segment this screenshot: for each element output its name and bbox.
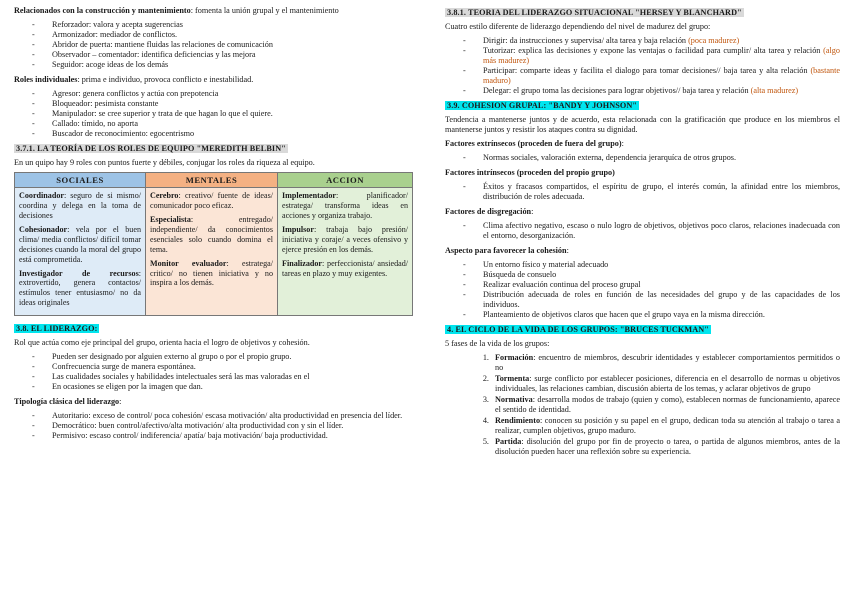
list-item: - Un entorno físico y material adecuado xyxy=(483,260,840,270)
belbin-roles-table xyxy=(14,172,413,316)
liderazgo-list xyxy=(14,352,412,392)
disg-paragraph: Factores de disgregación: xyxy=(445,207,534,216)
phase-desc: : disolución del grupo por fin de proyecto o tarea, o partida de algunos miembros, antes de la disolución pueden hacer una reflexión sobre su experiencia. xyxy=(495,437,840,456)
list-item: - Autoritario: exceso de control/ poca cohesión/ escasa motivación/ alta productividad en presencia del líder. xyxy=(52,411,412,421)
maturity-note: (bastante maduro) xyxy=(483,66,840,85)
phase-item xyxy=(491,437,840,457)
role-desc: : estratega/ critico/ no tienen iniciativa y no inspira a los demás. xyxy=(150,258,273,288)
list-item: - Permisivo: escaso control/ indiferencia/ apatía/ baja motivación/ baja productividad. xyxy=(52,431,412,441)
style-text: Tutorizar: explica las decisiones y expone las ventajas o facilidad para cumplir/ alta tarea y relación xyxy=(483,46,824,55)
role-name: Investigador de recursos xyxy=(19,268,139,278)
tuckman-phase-list xyxy=(445,353,840,457)
list-item: - Búsqueda de consuelo xyxy=(483,270,840,280)
phase-name: Partida xyxy=(495,437,522,446)
role-name: Cohesionador xyxy=(19,225,68,235)
tuckman-intro: 5 fases de la vida de los grupos: xyxy=(445,339,550,348)
phase-item xyxy=(491,374,840,394)
disg-list xyxy=(445,221,840,241)
indiv-label: Roles individuales xyxy=(14,75,78,84)
belbin-intro: En un quipo hay 9 roles con puntos fuerte y débiles, conjugar los roles da riqueza al equipo. xyxy=(14,158,315,167)
phase-desc: : surge conflicto por establecer posiciones, diferencia en el desarrollo de normas u objetivos individuales, las relaciones cambian, discusión abierta de los temas, y aclarar objetivos de grupo xyxy=(495,374,840,393)
list-item: - Normas sociales, valoración externa, dependencia jerarquíca de otros grupos. xyxy=(483,153,840,163)
list-item: - Confrecuencia surge de manera espontánea. xyxy=(52,362,412,372)
role-name: Especialista xyxy=(150,215,191,225)
tipologia-label: Tipología clásica del liderazgo xyxy=(14,396,120,406)
list-item: - Distribución adecuada de roles en función de las necesidades del grupo y de las capacidades de los individuos. xyxy=(483,290,840,310)
cohesion-heading-text: 3.9. COHESION GRUPAL: "BANDY Y JOHNSON" xyxy=(447,101,638,110)
phase-desc: : desarrolla modos de trabajo (quien y como), establecen normas de funcionamiento, aparece el sentido de identidad. xyxy=(495,395,840,414)
list-item: - Clima afectivo negativo, escaso o nulo logro de objetivos, objetivos poco claros, relaciones inadecuada con el entorno, desorganización. xyxy=(483,221,840,241)
hersey-list xyxy=(445,36,840,96)
maint-list xyxy=(14,20,412,70)
style-text: Participar: comparte ideas y facilita el dialogo para tomar decisiones// baja tarea y alta relación xyxy=(483,66,811,75)
maturity-note: (alta madurez) xyxy=(750,86,799,95)
list-item: - Agresor: genera conflictos y actúa con prepotencia xyxy=(52,89,412,99)
phase-name: Formación xyxy=(495,353,534,362)
phase-desc: : encuentro de miembros, descubrir identidades y establecer comportamientos permitidos o no xyxy=(495,353,840,372)
list-item xyxy=(483,66,840,86)
tuckman-heading-text: 4. EL CICLO DE LA VIDA DE LOS GRUPOS: "BRUCES TUCKMAN" xyxy=(447,325,709,334)
tipologia-list xyxy=(14,411,412,441)
phase-item xyxy=(491,353,840,373)
role-name: Coordinador xyxy=(19,191,64,201)
maint-text: : fomenta la unión grupal y el mantenimiento xyxy=(190,6,339,15)
phase-item xyxy=(491,395,840,415)
list-item: - Armonizador: mediador de conflictos. xyxy=(52,30,412,40)
belbin-heading-text: 3.7.1. LA TEORÍA DE LOS ROLES DE EQUIPO "MEREDITH BELBIN" xyxy=(16,144,286,153)
list-item: - Realizar evaluación continua del proceso grupal xyxy=(483,280,840,290)
indiv-text: : prima e individuo, provoca conflicto e inestabilidad. xyxy=(77,75,254,84)
list-item: - Éxitos y fracasos compartidos, el espíritu de grupo, el interés común, la afinidad entre los miembros, distribución de roles adecuada. xyxy=(483,182,840,202)
maint-paragraph xyxy=(14,6,412,16)
phase-name: Rendimiento xyxy=(495,416,541,425)
right-column xyxy=(445,6,840,458)
phase-name: Tormenta xyxy=(495,374,530,383)
list-item: - Pueden ser designado por alguien externo al grupo o por el propio grupo. xyxy=(52,352,412,362)
intr-label: Factores intrínsecos (proceden del propio grupo) xyxy=(445,168,615,177)
liderazgo-heading xyxy=(14,324,412,334)
cohesion-intro: Tendencia a mantenerse juntos y de acuerdo, esta relacionada con la gratificación que produce en los miembros el mantenerse juntos y resistir los ataques contra su dignidad. xyxy=(445,115,840,134)
list-item xyxy=(483,46,840,66)
maturity-note: (poca madurez) xyxy=(688,36,740,45)
aspect-list xyxy=(445,260,840,320)
sociales-cell xyxy=(15,188,146,315)
list-item: - Planteamiento de objetivos claros que hacen que el grupo vaya en la misma dirección. xyxy=(483,310,840,320)
role-desc: : perfeccionista/ ansiedad/ tareas en plazo y muy exigentes. xyxy=(282,258,408,278)
column-header-mentales: MENTALES xyxy=(146,173,278,188)
intr-list xyxy=(445,182,840,202)
list-item: - Seguidor: acoge ideas de los demás xyxy=(52,60,412,70)
phase-item xyxy=(491,416,840,436)
list-item: - Manipulador: se cree superior y trata de que hagan lo que el quiere. xyxy=(52,109,412,119)
liderazgo-intro: Rol que actúa como eje principal del grupo, orienta hacia el logro de objetivos y cohesión. xyxy=(14,337,310,347)
extr-list xyxy=(445,153,840,163)
list-item: - Observador – comentador: identifica deficiencias y las mejora xyxy=(52,50,412,60)
phase-name: Normativa xyxy=(495,395,533,404)
role-name: Cerebro xyxy=(150,191,179,201)
hersey-heading xyxy=(445,8,840,18)
list-item: - Bloqueador: pesimista constante xyxy=(52,99,412,109)
list-item xyxy=(483,86,840,96)
liderazgo-heading-text: 3.8. EL LIDERAZGO: xyxy=(16,323,98,333)
column-header-sociales: SOCIALES xyxy=(15,173,146,188)
role-desc: : creativo/ fuente de ideas/ comunicador poco eficaz. xyxy=(150,191,273,211)
mentales-cell xyxy=(146,188,278,315)
role-desc: : seguro de si mismo/ coordina y delega en la toma de decisiones xyxy=(19,191,141,221)
belbin-heading xyxy=(14,144,412,154)
list-item: - Las cualidades sociales y habilidades intelectuales será las mas valoradas en el xyxy=(52,372,412,382)
style-text: Delegar: el grupo toma las decisiones para lograr objetivos// baja tarea y relación xyxy=(483,86,751,95)
accion-cell xyxy=(278,188,413,315)
role-desc: : extrovertido, genera contactos/ estímulos tener entusiasmo/ no da ideas originales xyxy=(19,268,141,308)
role-name: Implementador xyxy=(282,191,336,201)
list-item: - Democrático: buen control/afectivo/alta motivación/ alta productividad con y sin el líder. xyxy=(52,421,412,431)
role-desc: : trabaja bajo presión/ iniciativa y coraje/ a veces ofensivo y ejerce presión en los demás. xyxy=(282,225,408,254)
list-item: - Abridor de puerta: mantiene fluidas las relaciones de comunicación xyxy=(52,40,412,50)
role-desc: : vela por el buen clima/ media conflictos/ difícil tomar decisiones cuando la moral del grupo está comprometida. xyxy=(19,225,141,264)
hersey-intro: Cuatro estilo diferente de liderazgo dependiendo del nivel de madurez del grupo: xyxy=(445,22,711,31)
aspect-label: Aspecto para favorecer la cohesión xyxy=(445,246,567,255)
cohesion-heading xyxy=(445,101,840,111)
list-item: - Callado: tímido, no aporta xyxy=(52,119,412,129)
intr-paragraph xyxy=(445,168,840,178)
list-item: - Reforzador: valora y acepta sugerencias xyxy=(52,20,412,30)
indiv-list xyxy=(14,89,412,139)
maturity-note: (algo más madurez) xyxy=(483,46,840,65)
role-desc: : planificador/ estratega/ transforma ideas en acciones y organiza trabajo. xyxy=(282,191,408,221)
aspect-paragraph: Aspecto para favorecer la cohesión: xyxy=(445,246,569,255)
role-desc: : entregado/ independiente/ da conocimientos esenciales solo cuando domina el tema. xyxy=(150,215,273,254)
list-item: - Buscador de reconocimiento: egocentrismo xyxy=(52,129,412,139)
indiv-paragraph xyxy=(14,75,412,85)
maint-label: Relacionados con la construcción y mantenimiento xyxy=(14,6,191,15)
tuckman-heading xyxy=(445,325,840,335)
list-item: - En ocasiones se eligen por la imagen que dan. xyxy=(52,382,412,392)
left-column xyxy=(14,6,412,446)
extr-label: Factores extrínsecos (proceden de fuera del grupo) xyxy=(445,139,622,148)
extr-paragraph: Factores extrínsecos (proceden de fuera del grupo): xyxy=(445,139,624,148)
role-name: Finalizador xyxy=(282,258,323,268)
list-item xyxy=(483,36,840,46)
column-header-accion: ACCION xyxy=(278,173,413,188)
role-name: Monitor evaluador xyxy=(150,258,227,268)
role-name: Impulsor xyxy=(282,225,314,235)
hersey-heading-text: 3.8.1. TEORIA DEL LIDERAZGO SITUACIONAL "HERSEY Y BLANCHARD" xyxy=(447,8,742,17)
tipologia-paragraph xyxy=(14,397,412,407)
phase-desc: : conocen su posición y su papel en el grupo, dedican toda su atención al trabajo o tarea a realizar, cumplen objetivos, grupo maduro. xyxy=(495,416,840,435)
style-text: Dirigir: da instrucciones y supervisa/ alta tarea y baja relación xyxy=(483,36,689,45)
tipologia-text: : xyxy=(119,396,122,406)
disg-label: Factores de disgregación xyxy=(445,207,532,216)
